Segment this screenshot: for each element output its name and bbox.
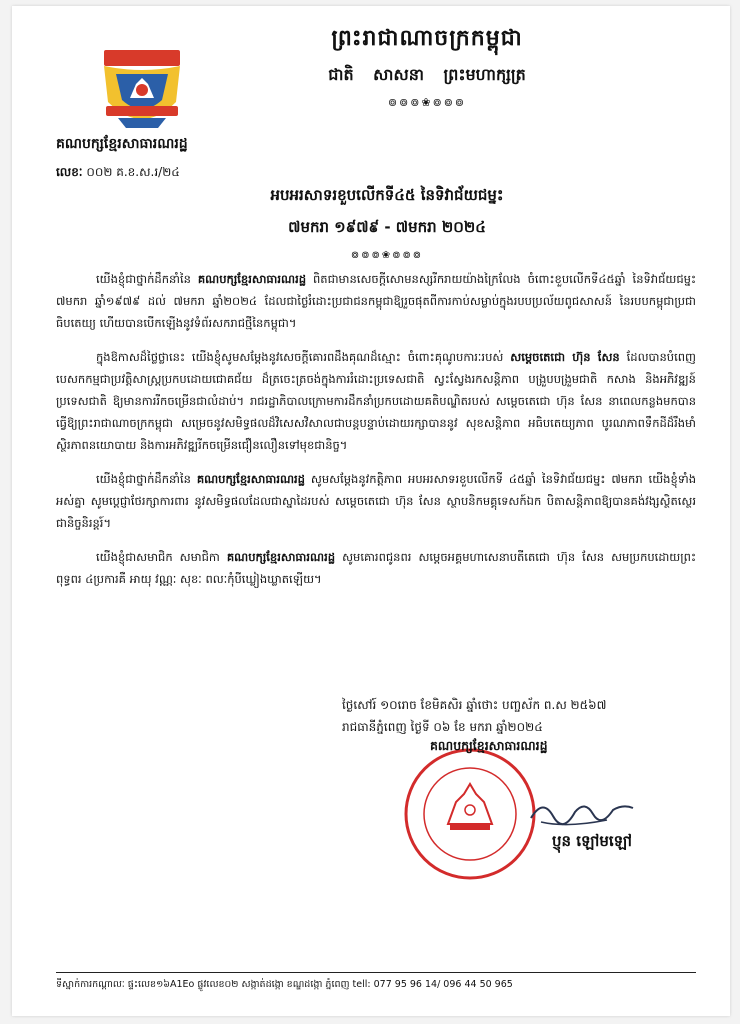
solar-date: រាជធានីភ្នំពេញ ថ្ងៃទី ០៦ ខែ មករា ឆ្នាំ២០២៤ <box>342 720 543 734</box>
date-block <box>342 694 702 738</box>
national-motto: ជាតិ សាសនា ព្រះមហាក្សត្រ <box>328 65 526 84</box>
kingdom-title: ព្រះរាជាណាចក្រកម្ពុជា <box>331 25 523 51</box>
reference-number <box>56 164 180 182</box>
paragraph-emphasis: គណបក្សខ្មែរសាធារណរដ្ឋ <box>196 472 305 486</box>
paragraph-text: ដែលបានបំពេញបេសកកម្មជាប្រវត្តិសាស្ត្រប្រកបដោយជោគជ័យ ដ៏ត្រចេះត្រចង់ក្នុងការរំដោះប្រទេសជាតិ ស្វះស្វែងរកសន្តិភាព បង្រួបបង្រួមជាតិ កសាង និងអភិវឌ្ឍន៍ប្រទេសជាតិ ឱ្យមានការរីកចម្រើនជាលំដាប់។ រាជរដ្ឋាភិបាលក្រោមការដឹកនាំប្រកបដោយគតិបណ្ឌិតរបស់ សម្តេចតេជោ ហ៊ុន សែន នាពេលកន្លងមកបានធ្វើឱ្យព្រះរាជាណាចក្រកម្ពុជា សម្រេចនូវសមិទ្ធផលដ៏វិសេសវិសាលជាបន្តបន្ទាប់ដោយរក្សាបាននូវ សុខសន្តិភាព អធិបតេយ្យភាព បូរណភាពទឹកដីដ៏រឹងមាំ ស្ថិរភាពនយោបាយ និងការអភិវឌ្ឍរីកចម្រើនជឿនលឿនទៅមុខជានិច្ច។ <box>56 350 696 452</box>
reference-value: ០០២ គ.ខ.ស.រ/២៤ <box>86 165 180 179</box>
paragraph <box>56 546 696 590</box>
paragraph <box>56 468 696 534</box>
paragraph-emphasis: សម្តេចតេជោ ហ៊ុន សែន <box>510 350 620 364</box>
paragraph-text: ក្នុងឱកាសដ៏ថ្លៃថ្លានេះ យើងខ្ញុំសូមសម្តែងនូវសេចក្តីគោរពដឹងគុណដ៏ស្មោះ ចំពោះគុណូបការៈរបស់ <box>96 350 511 364</box>
paragraph <box>56 346 696 456</box>
party-name: គណបក្សខ្មែរសាធារណរដ្ឋ <box>56 136 188 152</box>
paragraph-text: សូមសម្តែងនូវកត្តិភាព អបអរសាទរខួបលើកទី ៤៥ឆ្នាំ នៃទិវាជ័យជម្នះ ៧មករា យើងខ្ញុំទាំងអស់គ្នា សូមប្តេជ្ញាថែរក្សាការពារ នូវសមិទ្ធផលដែលជាស្នាដៃរបស់ សម្តេចតេជោ ហ៊ុន សែន ស្ថាបនិកមគ្គុទេសក៍ឯក បិតាសន្តិភាពឱ្យបានគង់វង្សស្ថិតស្ថេរជានិច្ចនិរន្តរ៍។ <box>56 472 697 530</box>
party-logo <box>96 44 188 132</box>
document-title <box>152 186 622 263</box>
footer-address: ទីស្នាក់ការកណ្តាលៈ ផ្ទះលេខ១៦A1Eo ផ្លូវលេខ០២ សង្កាត់ដង្កោ ខណ្ឌដង្កោ ភ្នំពេញ tell: 077 95 96 14/ 096 44 50 965 <box>56 979 513 990</box>
paragraph <box>56 268 696 334</box>
signature <box>527 792 637 832</box>
kingdom-heading <box>242 24 612 112</box>
header-ornament: ៙៙៙❀៙៙៙ <box>387 96 466 109</box>
paragraph-text: យើងខ្ញុំជាថ្នាក់ដឹកនាំនៃ <box>96 272 198 286</box>
document-page <box>12 6 730 1016</box>
paragraph-text: ពិតជាមានសេចក្តីសោមនស្សរីករាយយ៉ាងក្រៃលែង ចំពោះខួបលើកទី៤៥ឆ្នាំ នៃទិវាជ័យជម្នះ ៧មករា ឆ្នាំ១៩៧៩ ដល់ ៧មករា ឆ្នាំ២០២៤ ដែលជាថ្ងៃរំដោះប្រជាជនកម្ពុជាឱ្យរួចផុតពីការកាប់សម្លាប់ក្នុងរបបប្រល័យពូជសាសន៍ នៃរបបកម្ពុជាប្រជាធិបតេយ្យ ហើយបានបើកឡើងនូវទំព័រសករាជថ្មីនៃកម្ពុជា។ <box>56 272 696 330</box>
signer-organization: គណបក្សខ្មែរសាធារណរដ្ឋ <box>430 738 548 753</box>
paragraph-emphasis: គណបក្សខ្មែរសាធារណរដ្ឋ <box>197 272 307 286</box>
reference-label: លេខៈ <box>56 165 83 179</box>
letter-body <box>56 268 696 602</box>
paragraph-text: សូមគោរពជូនពរ សម្តេចអគ្គមហាសេនាបតីតេជោ ហ៊ុន សែន សមប្រកបដោយព្រះពុទ្ធពរ ៤ប្រការគឺ អាយុ វណ្ណៈ សុខៈ ពលៈកុំបីឃ្លៀងឃ្លាតឡើយ។ <box>56 550 697 586</box>
title-line-2: ៧មករា ១៩៧៩ - ៧មករា ២០២៤ <box>288 218 486 236</box>
footer-divider <box>56 972 696 973</box>
paragraph-text: យើងខ្ញុំជាថ្នាក់ដឹកនាំនៃ <box>96 472 197 486</box>
party-stamp <box>400 744 540 884</box>
signer-name: ប្ញុន ឡៅមឡៅ <box>552 832 632 850</box>
title-line-1: អបអរសាទរខួបលើកទី៤៥ នៃទិវាជ័យជម្នះ <box>270 186 504 204</box>
paragraph-emphasis: គណបក្សខ្មែរសាធារណរដ្ឋ <box>226 550 336 564</box>
title-ornament: ៙៙៙❀៙៙៙ <box>350 250 424 261</box>
paragraph-text: យើងខ្ញុំជាសមាជិក សមាជិកា <box>96 550 227 564</box>
lunar-date: ថ្ងៃសៅរ៍ ១០រោច ខែមិគសិរ ឆ្នាំថោះ បញ្ចស័ក ព.ស ២៥៦៧ <box>342 698 607 712</box>
